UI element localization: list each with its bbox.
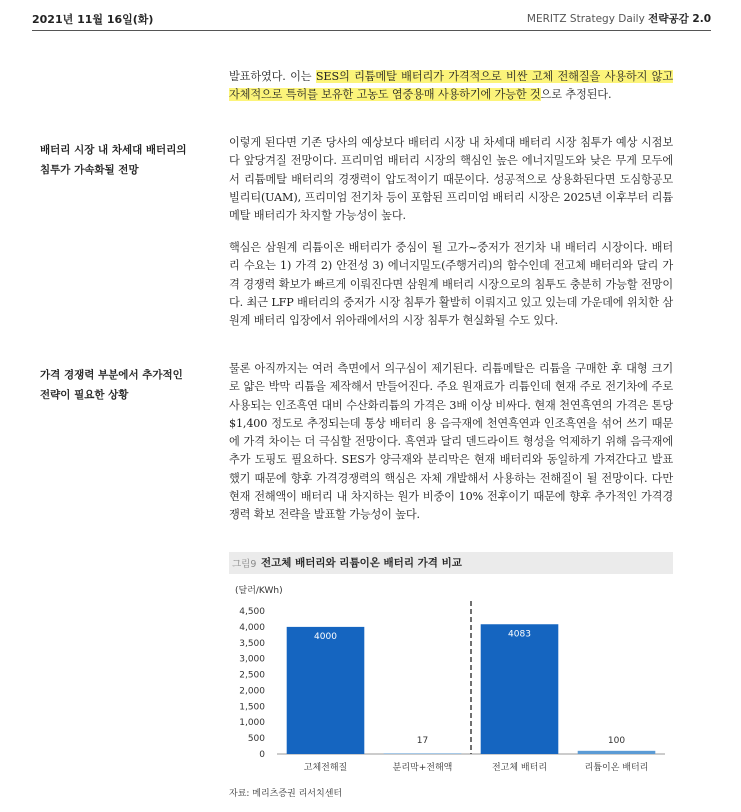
section-2-heading (40, 365, 210, 405)
y-tick-label: 500 (247, 734, 265, 745)
x-category-label: 리튬이온 배터리 (584, 763, 649, 773)
y-tick-label: 3,500 (239, 638, 265, 649)
y-tick-label: 1,000 (239, 718, 265, 729)
bar-value-label: 17 (416, 736, 429, 746)
section-1-heading-line-2: 침투가 가속화될 전망 (40, 164, 139, 176)
report-date: 2021년 11월 16일(화) (32, 13, 154, 26)
section-1-heading-line-1: 배터리 시장 내 차세대 배터리의 (40, 144, 187, 156)
y-tick-label: 0 (259, 750, 265, 760)
bar-3 (481, 624, 559, 754)
y-tick-label: 4,000 (239, 622, 265, 633)
x-category-label: 고체전해질 (303, 763, 348, 773)
x-category-label: 분리막+전해액 (392, 763, 453, 773)
intro-post: 으로 추정된다. (540, 88, 612, 102)
intro-pre: 발표하였다. 이는 (229, 70, 316, 83)
bar-4 (578, 751, 656, 754)
y-axis-unit-label: (달러/KWh) (235, 586, 283, 596)
intro-paragraph (229, 68, 673, 105)
section-2-heading-line-2: 전략이 필요한 상황 (40, 389, 129, 401)
section-name: 전략공감 2.0 (648, 13, 711, 25)
section-2-paragraph-1: 물론 아직까지는 여러 측면에서 의구심이 제기된다. 리튬메탈은 리튬을 구매한 후 대형 크기로 얇은 박막 리튬을 제작해서 만들어진다. 주요 원재료가 리튬인데 현재 주로 전기차에 주로 사용되는 인조흑연 대비 수산화리튬의 가격은 3배 이상 비싸다. 현재 천연흑연의 가격은 톤당 $1,400 정도로 추정되는데 통상 배터리 용 음극재에 천연흑연과 인조흑연을 섞어 쓰기 때문에 가격 차이는 더 극심할 전망이다. 흑연과 달리 덴드라이트 형성을 억제하기 위해 음극재에 추가 도핑도 필요하다. SES가 양극재와 분리막은 현재 배터리와 동일하게 가져간다고 발표했기 때문에 향후 가격경쟁력의 핵심은 자체 개발해서 사용하는 전해질이 될 전망이다. 다만 현재 전해액이 배터리 내 차지하는 원가 비중이 10% 전후이기 때문에 향후 추가적인 가격경쟁력 확보 전략을 발표할 가능성이 높다. (229, 362, 673, 522)
bar-2 (384, 753, 462, 754)
figure-title-bar (229, 552, 673, 574)
section-2-heading-line-1: 가격 경쟁력 부분에서 추가적인 (40, 369, 183, 381)
bar-value-label: 4083 (508, 629, 531, 640)
bar-value-label: 100 (607, 736, 626, 746)
x-category-label: 전고체 배터리 (491, 763, 548, 773)
y-tick-label: 1,500 (239, 702, 265, 713)
price-comparison-chart (229, 578, 673, 778)
y-tick-label: 4,500 (239, 607, 265, 617)
header-divider (32, 30, 711, 31)
bar-1 (287, 627, 365, 754)
y-tick-label: 2,000 (239, 686, 265, 697)
section-1-paragraph-1: 이렇게 된다면 기존 당사의 예상보다 배터리 시장 내 차세대 배터리 시장 침투가 예상 시점보다 앞당겨질 전망이다. 프리미엄 배터리 시장의 핵심인 높은 에너지밀도와 낮은 무게 모두에서 리튬메탈 배터리의 경쟁력이 압도적이기 때문이다. 성공적으로 상용화된다면 도심항공모빌리티(UAM), 프리미엄 전기차 등이 포함된 프리미엄 배터리 시장은 2025년 이후부터 리튬메탈 배터리가 차지할 가능성이 높다. (229, 136, 673, 223)
y-tick-label: 2,500 (239, 670, 265, 681)
publication-header (527, 11, 711, 26)
section-1-paragraph-2: 핵심은 삼원계 리튬이온 배터리가 중심이 될 고가~중저가 전기차 내 배터리 시장이다. 배터리 수요는 1) 가격 2) 안전성 3) 에너지밀도(주행거리)의 함수인데 전고체 배터리와 달리 가격 경쟁력 확보가 빠르게 이뤄진다면 삼원계 배터리 시장으로의 침투도 충분히 가능할 전망이다. 최근 LFP 배터리의 중저가 시장 침투가 활발히 이뤄지고 있고 있는데 가운데에 위치한 삼원계 배터리 입장에서 위아래에서의 시장 침투가 현실화될 수도 있다. (229, 241, 673, 328)
figure-label: 그림9 (232, 559, 257, 570)
highlighted-text: SES의 리튬메탈 배터리가 가격적으로 비싼 고체 전해질을 사용하지 않고 자체적으로 특허를 보유한 고농도 염중용매 사용하기에 가능한 것 (229, 70, 673, 102)
figure-title: 전고체 배터리와 리튬이온 배터리 가격 비교 (261, 557, 462, 569)
publication-name: MERITZ Strategy Daily (526, 13, 645, 25)
y-tick-label: 3,000 (239, 654, 265, 665)
source-note: 자료: 메리츠증권 리서치센터 (229, 789, 343, 799)
section-1-heading (40, 140, 210, 180)
bar-value-label: 4000 (314, 631, 337, 642)
